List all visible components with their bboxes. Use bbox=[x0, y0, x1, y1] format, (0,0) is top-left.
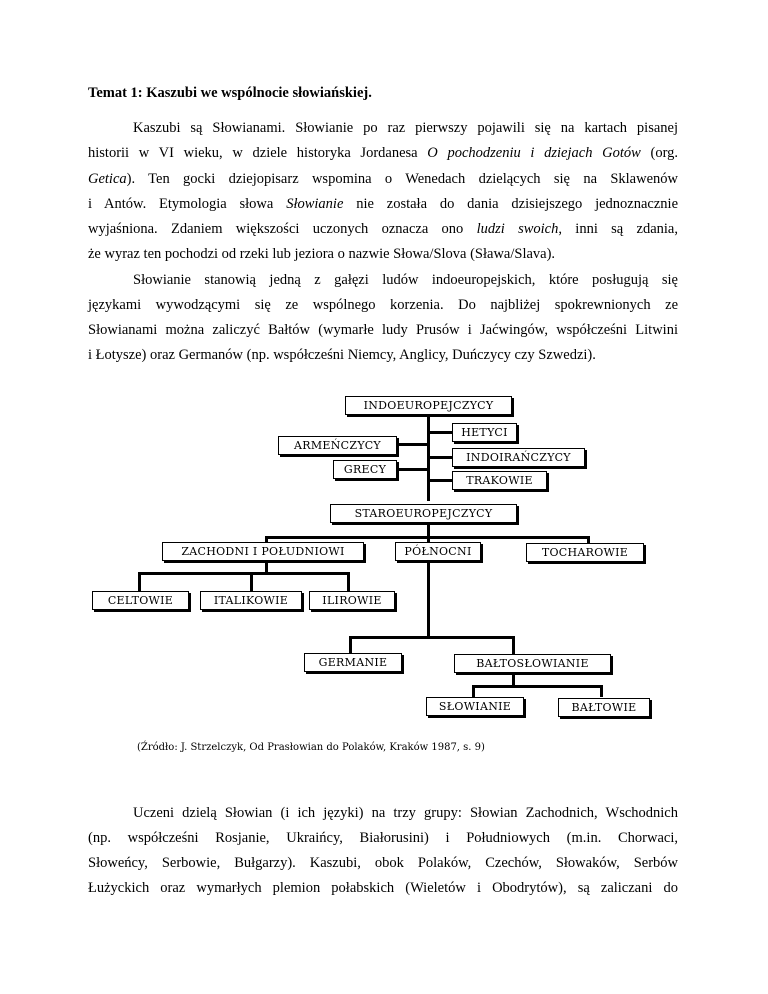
node-hetyci: HETYCI bbox=[452, 423, 517, 442]
tree-line bbox=[138, 572, 141, 592]
tree-line bbox=[138, 572, 349, 575]
node-celtowie: CELTOWIE bbox=[92, 591, 189, 610]
tree-line bbox=[250, 572, 253, 592]
node-trakowie: TRAKOWIE bbox=[452, 471, 547, 490]
node-indoeuropejczycy: INDOEUROPEJCZYCY bbox=[345, 396, 512, 415]
paragraph-1-line-4: i Antów. Etymologia słowa Słowianie nie została do dania dzisiejszego jednoznacznie bbox=[88, 196, 679, 212]
tree-line bbox=[472, 685, 475, 697]
node-baltoslowianie: BAŁTOSŁOWIANIE bbox=[454, 654, 611, 673]
node-ilirowie: ILIROWIE bbox=[309, 591, 395, 610]
page-title: Temat 1: Kaszubi we wspólnocie słowiańskiej. bbox=[88, 85, 372, 101]
tree-line bbox=[512, 636, 515, 655]
paragraph-1-line-6: że wyraz ten pochodzi od rzeki lub jeziora o nazwie Słowa/Slova (Sława/Slava). bbox=[88, 246, 556, 262]
paragraph-1-line-3: Getica). Ten gocki dziejopisarz wspomina o Wenedach dzielących się na Sklawenów bbox=[88, 171, 678, 187]
paragraph-1-line-2: historii w VI wieku, w dziele historyka Jordanesa O pochodzeniu i dziejach Gotów (org. bbox=[88, 145, 679, 161]
tree-line bbox=[427, 479, 453, 482]
node-germanie: GERMANIE bbox=[304, 653, 402, 672]
node-staroeuropejczycy: STAROEUROPEJCZYCY bbox=[330, 504, 517, 523]
paragraph-3-line-3: Słoweńcy, Serbowie, Bułgarzy). Kaszubi, obok Polaków, Czechów, Słowaków, Serbów bbox=[88, 855, 678, 871]
node-indoiranczycy: INDOIRAŃCZYCY bbox=[452, 448, 585, 467]
paragraph-2-line-4: i Łotysze) oraz Germanów (np. współcześni Niemcy, Anglicy, Duńczycy czy Szwedzi). bbox=[88, 347, 596, 363]
paragraph-2-line-2: językami wywodzącymi się ze wspólnego korzenia. Do najbliżej spokrewnionych ze bbox=[88, 297, 678, 313]
node-armenczycy: ARMEŃCZYCY bbox=[278, 436, 397, 455]
tree-line bbox=[427, 561, 430, 638]
paragraph-3-line-2: (np. współcześni Rosjanie, Ukraińcy, Białorusini) i Południowych (m.in. Chorwaci, bbox=[88, 830, 678, 846]
paragraph-2-line-1: Słowianie stanowią jedną z gałęzi ludów indoeuropejskich, które posługują się bbox=[133, 272, 678, 288]
node-tocharowie: TOCHAROWIE bbox=[526, 543, 644, 562]
tree-line bbox=[347, 572, 350, 592]
tree-line bbox=[472, 685, 602, 688]
paragraph-3-line-1: Uczeni dzielą Słowian (i ich języki) na trzy grupy: Słowian Zachodnich, Wschodnich bbox=[133, 805, 678, 821]
tree-line bbox=[395, 443, 427, 446]
tree-line bbox=[427, 456, 453, 459]
tree-line bbox=[600, 685, 603, 697]
node-slowianie: SŁOWIANIE bbox=[426, 697, 524, 716]
node-baltowie: BAŁTOWIE bbox=[558, 698, 650, 717]
diagram-source-caption: (Źródło: J. Strzelczyk, Od Prasłowian do Polaków, Kraków 1987, s. 9) bbox=[137, 742, 485, 753]
node-zachodni-i-poludniowi: ZACHODNI I POŁUDNIOWI bbox=[162, 542, 364, 561]
tree-line bbox=[349, 636, 514, 639]
paragraph-3-line-4: Łużyckich oraz wymarłych plemion połabskich (Wieletów i Obodrytów), są zaliczani do bbox=[88, 880, 678, 896]
paragraph-1-line-1: Kaszubi są Słowianami. Słowianie po raz pierwszy pojawili się na kartach pisanej bbox=[133, 120, 678, 136]
node-polnocni: PÓŁNOCNI bbox=[395, 542, 481, 561]
tree-line bbox=[427, 431, 453, 434]
tree-line bbox=[395, 468, 427, 471]
paragraph-2-line-3: Słowianami można zaliczyć Bałtów (wymarłe ludy Prusów i Jaćwingów, współcześni Litwini bbox=[88, 322, 678, 338]
paragraph-1-line-5: wyjaśniona. Zdaniem większości uczonych oznacza ono ludzi swoich, inni są zdania, bbox=[88, 221, 678, 237]
node-grecy: GRECY bbox=[333, 460, 397, 479]
node-italikowie: ITALIKOWIE bbox=[200, 591, 302, 610]
